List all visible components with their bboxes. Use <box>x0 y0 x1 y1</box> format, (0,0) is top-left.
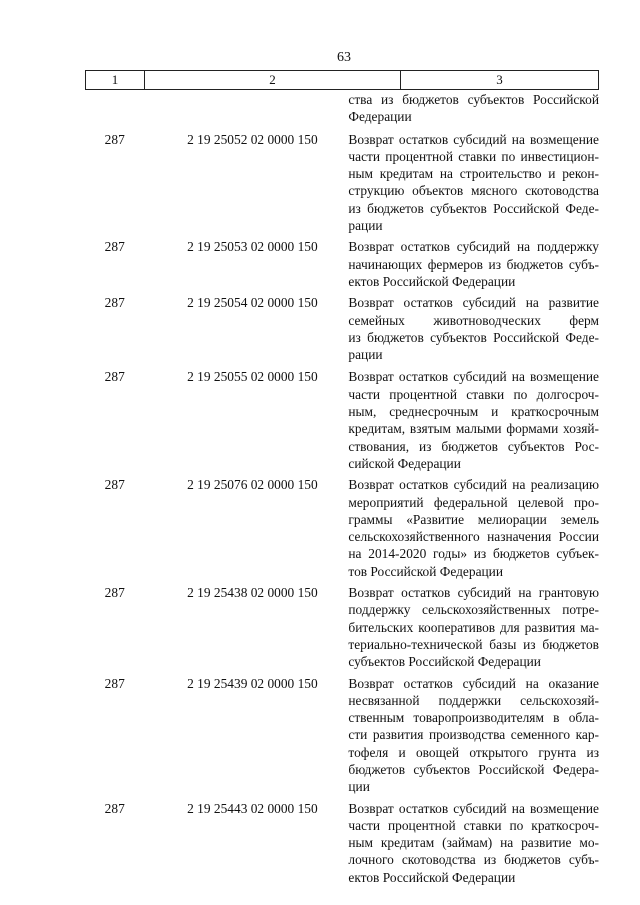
row-description <box>346 800 599 886</box>
row-kbk: 2 19 25054 02 0000 150 <box>187 295 318 311</box>
row-description <box>346 476 599 580</box>
description-line: териально-технической базы из бюджетов <box>348 636 599 652</box>
description-line: ции <box>348 779 370 795</box>
description-line: части процентной ставки по инвестицион- <box>348 148 599 164</box>
description-line: рации <box>348 218 383 234</box>
row-description <box>346 584 599 670</box>
description-line: части процентной ставки по краткосроч- <box>348 817 599 833</box>
description-line: бительских кооперативов для развития ма- <box>348 619 599 635</box>
description-line: лочного скотоводства из бюджетов субъ- <box>348 852 599 868</box>
row-description <box>346 368 599 472</box>
header-col-2: 2 <box>145 71 401 89</box>
table-row <box>85 800 599 886</box>
row-code: 287 <box>104 369 125 385</box>
description-line: ектов Российской Федерации <box>348 869 516 885</box>
row-kbk: 2 19 25076 02 0000 150 <box>187 477 318 493</box>
description-line: ектов Российской Федерации <box>348 273 516 289</box>
description-line: начинающих фермеров из бюджетов субъ- <box>348 256 599 272</box>
table-header <box>85 70 599 90</box>
description-line: Возврат остатков субсидий на возмещение <box>348 131 599 147</box>
description-line: ствования, из бюджетов субъектов Рос- <box>348 438 599 454</box>
description-line: Возврат остатков субсидий на реализацию <box>348 477 599 493</box>
row-code: 287 <box>104 239 125 255</box>
table-row <box>85 675 599 796</box>
row-kbk: 2 19 25438 02 0000 150 <box>187 585 318 601</box>
description-line: сельскохозяйственного назначения России <box>348 529 599 545</box>
row-description <box>346 675 599 796</box>
table-row <box>85 91 599 126</box>
description-line: струкцию объектов мясного скотоводства <box>348 183 599 199</box>
description-line: ства из бюджетов субъектов Российской <box>348 92 599 107</box>
description-line: бюджетов субъектов Российской Федера- <box>348 761 599 777</box>
table-row <box>85 368 599 472</box>
description-line: несвязанной поддержки сельскохозяй- <box>348 692 599 708</box>
description-line: из бюджетов субъектов Российской Феде- <box>348 200 599 216</box>
row-description <box>346 238 599 290</box>
description-line: сийской Федерации <box>348 455 461 471</box>
description-line: Возврат остатков субсидий на грантовую <box>348 585 599 601</box>
description-line: тофеля и овощей открытого грунта из <box>348 744 599 760</box>
description-line: тов Российской Федерации <box>348 563 504 579</box>
row-code <box>85 91 138 126</box>
description-line: части процентной ставки по долгосроч- <box>348 386 599 402</box>
table-row <box>85 294 599 363</box>
description-line: сти развития производства семенного кар- <box>348 727 599 743</box>
description-line: Федерации <box>348 109 412 125</box>
row-kbk: 2 19 25053 02 0000 150 <box>187 239 318 255</box>
row-description <box>346 294 599 363</box>
description-line: из бюджетов субъектов Российской Феде- <box>348 329 599 345</box>
description-line: семейных животноводческих ферм <box>348 312 599 328</box>
description-line: ным кредитам на строительство и рекон- <box>348 166 599 182</box>
table-body <box>85 91 599 886</box>
row-description <box>346 91 599 126</box>
table-row <box>85 476 599 580</box>
page-number: 63 <box>337 50 351 65</box>
description-line: Возврат остатков субсидий на оказание <box>348 675 599 691</box>
description-line: Возврат остатков субсидий на поддержку <box>348 239 599 255</box>
description-line: рации <box>348 347 383 363</box>
row-kbk <box>138 91 346 126</box>
description-line: субъектов Российской Федерации <box>348 654 541 670</box>
description-line: ным кредитам (займам) на развитие мо- <box>348 835 599 851</box>
description-line: Возврат остатков субсидий на развитие <box>348 295 599 311</box>
table-row <box>85 584 599 670</box>
row-code: 287 <box>104 675 125 691</box>
row-kbk: 2 19 25443 02 0000 150 <box>187 800 318 816</box>
description-line: ственным товаропроизводителям в обла- <box>348 710 599 726</box>
row-code: 287 <box>104 585 125 601</box>
description-line: кредитам, взятым малыми формами хозяй- <box>348 421 599 437</box>
row-description <box>346 131 599 235</box>
description-line: Возврат остатков субсидий на возмещение <box>348 369 599 385</box>
description-line: на 2014-2020 годы» из бюджетов субъек- <box>348 546 599 562</box>
description-line: Возврат остатков субсидий на возмещение <box>348 800 599 816</box>
description-line: поддержку сельскохозяйственных потре- <box>348 602 599 618</box>
header-col-1: 1 <box>86 71 145 89</box>
description-line: граммы «Развитие мелиорации земель <box>348 511 599 527</box>
row-kbk: 2 19 25052 02 0000 150 <box>187 131 318 147</box>
table-row <box>85 238 599 290</box>
row-kbk: 2 19 25439 02 0000 150 <box>187 675 318 691</box>
table-row <box>85 131 599 235</box>
description-line: ным, среднесрочным и краткосрочным <box>348 404 599 420</box>
row-code: 287 <box>104 477 125 493</box>
row-code: 287 <box>104 131 125 147</box>
row-code: 287 <box>104 800 125 816</box>
row-kbk: 2 19 25055 02 0000 150 <box>187 369 318 385</box>
row-code: 287 <box>104 295 125 311</box>
description-line: мероприятий федеральной целевой про- <box>348 494 599 510</box>
header-col-3: 3 <box>496 72 503 87</box>
